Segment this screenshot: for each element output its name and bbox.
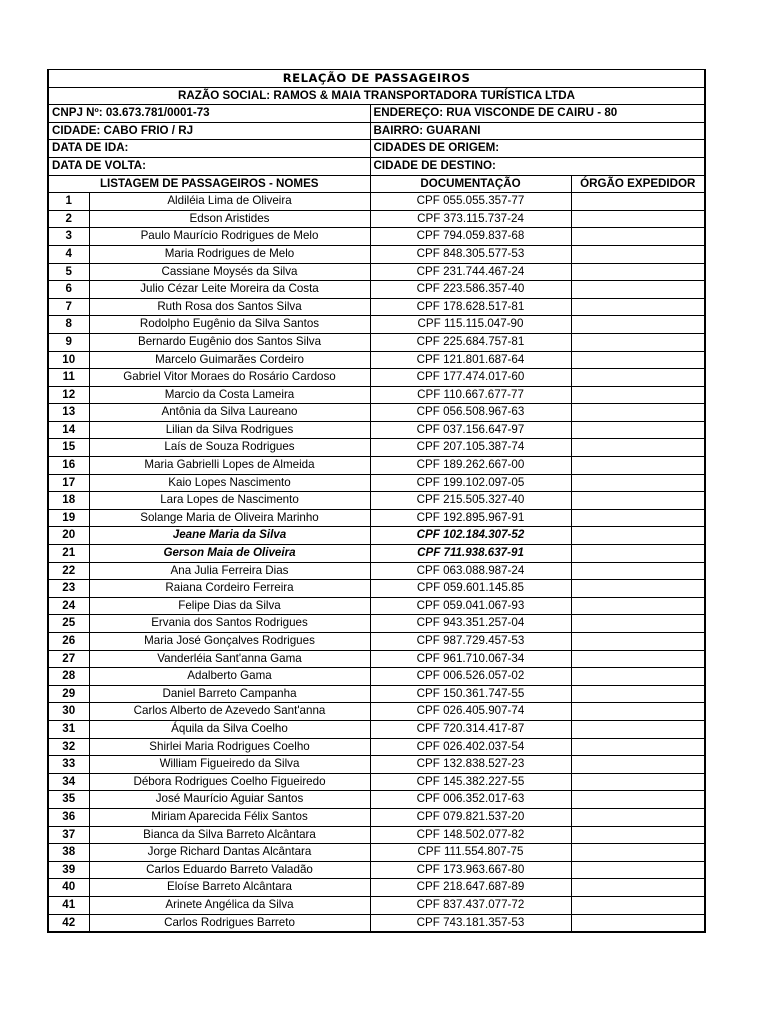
passenger-name: William Figueiredo da Silva bbox=[89, 756, 370, 774]
row-number: 41 bbox=[48, 896, 89, 914]
cidade-cell: CIDADE: CABO FRIO / RJ bbox=[48, 122, 370, 140]
issuing-agency bbox=[571, 263, 705, 281]
table-row bbox=[48, 756, 705, 774]
documentation-column-header: DOCUMENTAÇÃO bbox=[370, 175, 571, 193]
passenger-name: Cassiane Moysés da Silva bbox=[89, 263, 370, 281]
passenger-document: CPF 059.041.067-93 bbox=[370, 597, 571, 615]
passenger-document: CPF 961.710.067-34 bbox=[370, 650, 571, 668]
passenger-document: CPF 178.628.517-81 bbox=[370, 298, 571, 316]
endereco-cell: ENDEREÇO: RUA VISCONDE DE CAIRU - 80 bbox=[370, 105, 705, 123]
issuing-agency bbox=[571, 439, 705, 457]
passenger-name: Débora Rodrigues Coelho Figueiredo bbox=[89, 773, 370, 791]
info-row bbox=[48, 105, 705, 123]
passenger-document: CPF 110.667.677-77 bbox=[370, 386, 571, 404]
row-number: 17 bbox=[48, 474, 89, 492]
passenger-document: CPF 145.382.227-55 bbox=[370, 773, 571, 791]
table-row bbox=[48, 421, 705, 439]
table-row bbox=[48, 492, 705, 510]
passenger-document: CPF 121.801.687-64 bbox=[370, 351, 571, 369]
passenger-document: CPF 037.156.647-97 bbox=[370, 421, 571, 439]
passenger-document: CPF 189.262.667-00 bbox=[370, 457, 571, 475]
passenger-name: Jeane Maria da Silva bbox=[89, 527, 370, 545]
passenger-document: CPF 026.402.037-54 bbox=[370, 738, 571, 756]
passenger-name: Carlos Alberto de Azevedo Sant'anna bbox=[89, 703, 370, 721]
issuing-agency bbox=[571, 404, 705, 422]
issuing-agency bbox=[571, 474, 705, 492]
issuing-agency bbox=[571, 685, 705, 703]
issuing-agency bbox=[571, 914, 705, 932]
table-row bbox=[48, 633, 705, 651]
table-row bbox=[48, 685, 705, 703]
issuing-agency bbox=[571, 333, 705, 351]
table-row bbox=[48, 668, 705, 686]
passenger-name: Kaio Lopes Nascimento bbox=[89, 474, 370, 492]
names-column-header: LISTAGEM DE PASSAGEIROS - NOMES bbox=[48, 175, 370, 193]
issuing-agency bbox=[571, 879, 705, 897]
table-row bbox=[48, 808, 705, 826]
table-row bbox=[48, 545, 705, 563]
table-row bbox=[48, 404, 705, 422]
row-number: 33 bbox=[48, 756, 89, 774]
table-row bbox=[48, 245, 705, 263]
issuing-agency bbox=[571, 545, 705, 563]
table-row bbox=[48, 773, 705, 791]
row-number: 37 bbox=[48, 826, 89, 844]
table-row bbox=[48, 914, 705, 932]
issuing-agency bbox=[571, 245, 705, 263]
issuing-agency bbox=[571, 527, 705, 545]
table-row bbox=[48, 457, 705, 475]
passenger-document: CPF 837.437.077-72 bbox=[370, 896, 571, 914]
issuing-agency bbox=[571, 509, 705, 527]
issuing-agency bbox=[571, 457, 705, 475]
row-number: 2 bbox=[48, 210, 89, 228]
issuing-agency bbox=[571, 228, 705, 246]
table-row bbox=[48, 844, 705, 862]
passenger-document: CPF 026.405.907-74 bbox=[370, 703, 571, 721]
passenger-document: CPF 006.352.017-63 bbox=[370, 791, 571, 809]
passenger-name: Bianca da Silva Barreto Alcântara bbox=[89, 826, 370, 844]
row-number: 18 bbox=[48, 492, 89, 510]
passenger-document: CPF 231.744.467-24 bbox=[370, 263, 571, 281]
row-number: 19 bbox=[48, 509, 89, 527]
passenger-document: CPF 148.502.077-82 bbox=[370, 826, 571, 844]
passenger-name: Miriam Aparecida Félix Santos bbox=[89, 808, 370, 826]
passenger-document: CPF 743.181.357-53 bbox=[370, 914, 571, 932]
passenger-document: CPF 199.102.097-05 bbox=[370, 474, 571, 492]
passenger-document: CPF 207.105.387-74 bbox=[370, 439, 571, 457]
title-row bbox=[48, 70, 705, 88]
passenger-document: CPF 720.314.417-87 bbox=[370, 720, 571, 738]
issuing-agency bbox=[571, 281, 705, 299]
table-row bbox=[48, 228, 705, 246]
issuing-agency bbox=[571, 633, 705, 651]
passenger-name: Aldiléia Lima de Oliveira bbox=[89, 193, 370, 211]
passenger-name: Maria Rodrigues de Melo bbox=[89, 245, 370, 263]
table-row bbox=[48, 439, 705, 457]
issuing-agency bbox=[571, 562, 705, 580]
table-row bbox=[48, 527, 705, 545]
issuing-agency bbox=[571, 668, 705, 686]
row-number: 38 bbox=[48, 844, 89, 862]
passenger-name: Antônia da Silva Laureano bbox=[89, 404, 370, 422]
table-row bbox=[48, 316, 705, 334]
passenger-list-table bbox=[47, 69, 706, 933]
issuing-agency bbox=[571, 738, 705, 756]
row-number: 12 bbox=[48, 386, 89, 404]
issuing-agency bbox=[571, 861, 705, 879]
passenger-name: Lara Lopes de Nascimento bbox=[89, 492, 370, 510]
row-number: 34 bbox=[48, 773, 89, 791]
info-row bbox=[48, 140, 705, 158]
passenger-name: Lilian da Silva Rodrigues bbox=[89, 421, 370, 439]
issuing-agency bbox=[571, 386, 705, 404]
passenger-name: Edson Aristides bbox=[89, 210, 370, 228]
passenger-document: CPF 373.115.737-24 bbox=[370, 210, 571, 228]
row-number: 5 bbox=[48, 263, 89, 281]
table-row bbox=[48, 580, 705, 598]
passenger-name: Ruth Rosa dos Santos Silva bbox=[89, 298, 370, 316]
passenger-name: Maria Gabrielli Lopes de Almeida bbox=[89, 457, 370, 475]
passenger-document: CPF 132.838.527-23 bbox=[370, 756, 571, 774]
row-number: 31 bbox=[48, 720, 89, 738]
passenger-name: Carlos Rodrigues Barreto bbox=[89, 914, 370, 932]
passenger-document: CPF 223.586.357-40 bbox=[370, 281, 571, 299]
row-number: 14 bbox=[48, 421, 89, 439]
table-row bbox=[48, 650, 705, 668]
passenger-name: Ana Julia Ferreira Dias bbox=[89, 562, 370, 580]
issuing-agency bbox=[571, 720, 705, 738]
row-number: 3 bbox=[48, 228, 89, 246]
razao-social-row bbox=[48, 87, 705, 105]
table-row bbox=[48, 369, 705, 387]
passenger-name: Rodolpho Eugênio da Silva Santos bbox=[89, 316, 370, 334]
passenger-document: CPF 215.505.327-40 bbox=[370, 492, 571, 510]
passenger-document: CPF 150.361.747-55 bbox=[370, 685, 571, 703]
document-title: RELAÇÃO DE PASSAGEIROS bbox=[48, 70, 705, 88]
table-row bbox=[48, 879, 705, 897]
passenger-name: Raiana Cordeiro Ferreira bbox=[89, 580, 370, 598]
passenger-document: CPF 987.729.457-53 bbox=[370, 633, 571, 651]
issuing-agency bbox=[571, 773, 705, 791]
table-row bbox=[48, 597, 705, 615]
row-number: 29 bbox=[48, 685, 89, 703]
passenger-name: Jorge Richard Dantas Alcântara bbox=[89, 844, 370, 862]
passenger-document: CPF 115.115.047-90 bbox=[370, 316, 571, 334]
table-row bbox=[48, 263, 705, 281]
passenger-name: Felipe Dias da Silva bbox=[89, 597, 370, 615]
issuing-agency bbox=[571, 896, 705, 914]
info-row bbox=[48, 122, 705, 140]
table-row bbox=[48, 509, 705, 527]
passenger-document: CPF 943.351.257-04 bbox=[370, 615, 571, 633]
row-number: 25 bbox=[48, 615, 89, 633]
row-number: 35 bbox=[48, 791, 89, 809]
row-number: 42 bbox=[48, 914, 89, 932]
passenger-document: CPF 848.305.577-53 bbox=[370, 245, 571, 263]
passenger-document: CPF 056.508.967-63 bbox=[370, 404, 571, 422]
razao-social: RAZÃO SOCIAL: RAMOS & MAIA TRANSPORTADORA TURÍSTICA LTDA bbox=[48, 87, 705, 105]
table-row bbox=[48, 615, 705, 633]
table-row bbox=[48, 210, 705, 228]
row-number: 11 bbox=[48, 369, 89, 387]
issuing-agency bbox=[571, 210, 705, 228]
row-number: 15 bbox=[48, 439, 89, 457]
issuing-agency bbox=[571, 615, 705, 633]
issuing-agency bbox=[571, 369, 705, 387]
issuing-agency bbox=[571, 421, 705, 439]
table-row bbox=[48, 333, 705, 351]
issuer-column-header: ÓRGÃO EXPEDIDOR bbox=[571, 175, 705, 193]
bairro-cell: BAIRRO: GUARANI bbox=[370, 122, 705, 140]
passenger-name: Maria José Gonçalves Rodrigues bbox=[89, 633, 370, 651]
passenger-document: CPF 192.895.967-91 bbox=[370, 509, 571, 527]
passenger-name: Gerson Maia de Oliveira bbox=[89, 545, 370, 563]
issuing-agency bbox=[571, 597, 705, 615]
cnpj-cell: CNPJ Nº: 03.673.781/0001-73 bbox=[48, 105, 370, 123]
row-number: 23 bbox=[48, 580, 89, 598]
issuing-agency bbox=[571, 492, 705, 510]
issuing-agency bbox=[571, 756, 705, 774]
passenger-document: CPF 006.526.057-02 bbox=[370, 668, 571, 686]
table-row bbox=[48, 562, 705, 580]
row-number: 21 bbox=[48, 545, 89, 563]
row-number: 36 bbox=[48, 808, 89, 826]
table-row bbox=[48, 703, 705, 721]
table-row bbox=[48, 281, 705, 299]
passenger-name: Bernardo Eugênio dos Santos Silva bbox=[89, 333, 370, 351]
table-row bbox=[48, 298, 705, 316]
issuing-agency bbox=[571, 650, 705, 668]
issuing-agency bbox=[571, 193, 705, 211]
cidade-destino-cell: CIDADE DE DESTINO: bbox=[370, 157, 705, 175]
passenger-name: Paulo Maurício Rodrigues de Melo bbox=[89, 228, 370, 246]
issuing-agency bbox=[571, 826, 705, 844]
table-row bbox=[48, 861, 705, 879]
row-number: 8 bbox=[48, 316, 89, 334]
table-row bbox=[48, 386, 705, 404]
issuing-agency bbox=[571, 844, 705, 862]
passenger-name: Marcio da Costa Lameira bbox=[89, 386, 370, 404]
passenger-document: CPF 111.554.807-75 bbox=[370, 844, 571, 862]
row-number: 32 bbox=[48, 738, 89, 756]
issuing-agency bbox=[571, 703, 705, 721]
row-number: 24 bbox=[48, 597, 89, 615]
row-number: 30 bbox=[48, 703, 89, 721]
passenger-document: CPF 218.647.687-89 bbox=[370, 879, 571, 897]
row-number: 39 bbox=[48, 861, 89, 879]
row-number: 16 bbox=[48, 457, 89, 475]
passenger-name: Ervania dos Santos Rodrigues bbox=[89, 615, 370, 633]
table-row bbox=[48, 351, 705, 369]
row-number: 1 bbox=[48, 193, 89, 211]
table-row bbox=[48, 474, 705, 492]
row-number: 28 bbox=[48, 668, 89, 686]
row-number: 27 bbox=[48, 650, 89, 668]
table-row bbox=[48, 896, 705, 914]
row-number: 4 bbox=[48, 245, 89, 263]
cidades-origem-cell: CIDADES DE ORIGEM: bbox=[370, 140, 705, 158]
column-header-row bbox=[48, 175, 705, 193]
passenger-name: José Maurício Aguiar Santos bbox=[89, 791, 370, 809]
table-row bbox=[48, 826, 705, 844]
passenger-name: Eloíse Barreto Alcântara bbox=[89, 879, 370, 897]
passenger-name: Shirlei Maria Rodrigues Coelho bbox=[89, 738, 370, 756]
passenger-document: CPF 079.821.537-20 bbox=[370, 808, 571, 826]
issuing-agency bbox=[571, 351, 705, 369]
passenger-name: Marcelo Guimarães Cordeiro bbox=[89, 351, 370, 369]
row-number: 9 bbox=[48, 333, 89, 351]
passenger-document: CPF 711.938.637-91 bbox=[370, 545, 571, 563]
row-number: 40 bbox=[48, 879, 89, 897]
table-row bbox=[48, 738, 705, 756]
passenger-name: Gabriel Vitor Moraes do Rosário Cardoso bbox=[89, 369, 370, 387]
row-number: 13 bbox=[48, 404, 89, 422]
passenger-document: CPF 225.684.757-81 bbox=[370, 333, 571, 351]
issuing-agency bbox=[571, 316, 705, 334]
passenger-document: CPF 063.088.987-24 bbox=[370, 562, 571, 580]
table-row bbox=[48, 791, 705, 809]
issuing-agency bbox=[571, 791, 705, 809]
table-row bbox=[48, 720, 705, 738]
passenger-name: Arinete Angélica da Silva bbox=[89, 896, 370, 914]
row-number: 20 bbox=[48, 527, 89, 545]
passenger-document: CPF 173.963.667-80 bbox=[370, 861, 571, 879]
row-number: 26 bbox=[48, 633, 89, 651]
passenger-document: CPF 794.059.837-68 bbox=[370, 228, 571, 246]
passenger-document: CPF 102.184.307-52 bbox=[370, 527, 571, 545]
data-ida-cell: DATA DE IDA: bbox=[48, 140, 370, 158]
info-row bbox=[48, 157, 705, 175]
row-number: 22 bbox=[48, 562, 89, 580]
passenger-name: Julio Cézar Leite Moreira da Costa bbox=[89, 281, 370, 299]
table-row bbox=[48, 193, 705, 211]
issuing-agency bbox=[571, 808, 705, 826]
data-volta-cell: DATA DE VOLTA: bbox=[48, 157, 370, 175]
row-number: 10 bbox=[48, 351, 89, 369]
passenger-name: Carlos Eduardo Barreto Valadão bbox=[89, 861, 370, 879]
passenger-name: Laís de Souza Rodrigues bbox=[89, 439, 370, 457]
passenger-name: Vanderléia Sant'anna Gama bbox=[89, 650, 370, 668]
issuing-agency bbox=[571, 298, 705, 316]
issuing-agency bbox=[571, 580, 705, 598]
passenger-name: Adalberto Gama bbox=[89, 668, 370, 686]
passenger-document: CPF 055.055.357-77 bbox=[370, 193, 571, 211]
row-number: 6 bbox=[48, 281, 89, 299]
passenger-name: Solange Maria de Oliveira Marinho bbox=[89, 509, 370, 527]
passenger-name: Áquila da Silva Coelho bbox=[89, 720, 370, 738]
row-number: 7 bbox=[48, 298, 89, 316]
passenger-name: Daniel Barreto Campanha bbox=[89, 685, 370, 703]
passenger-document: CPF 059.601.145.85 bbox=[370, 580, 571, 598]
passenger-document: CPF 177.474.017-60 bbox=[370, 369, 571, 387]
